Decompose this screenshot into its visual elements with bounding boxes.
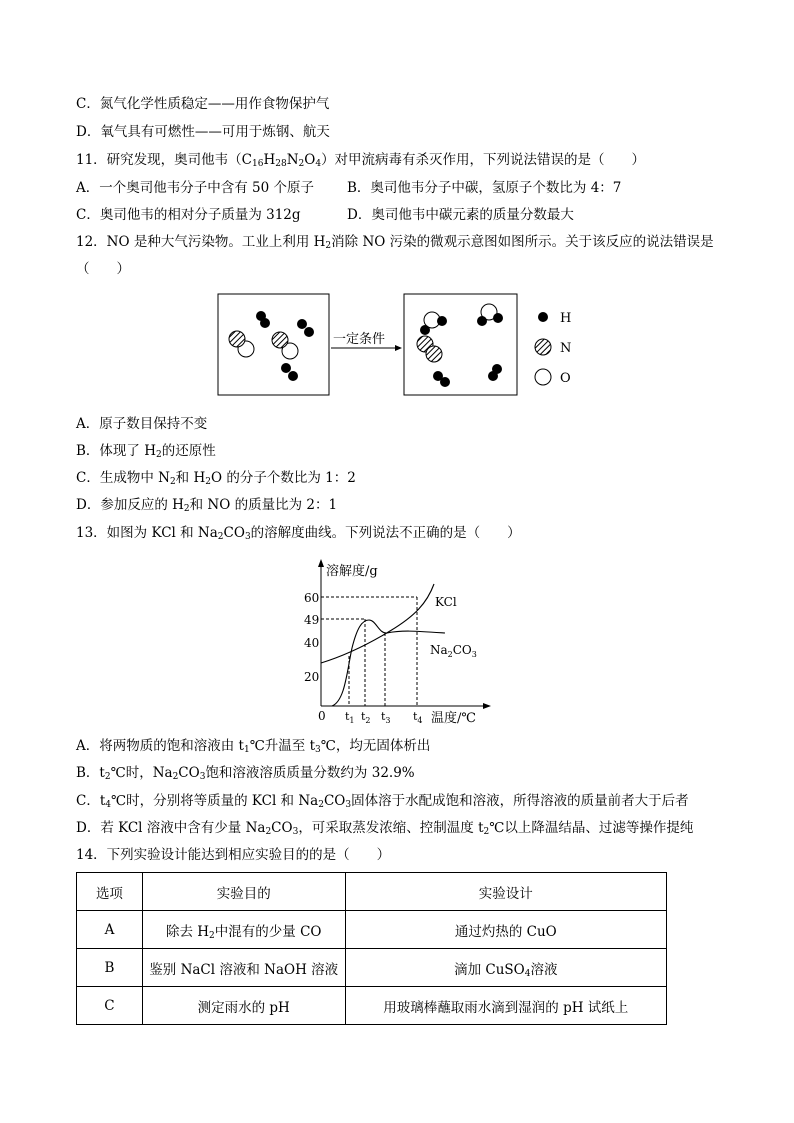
table-cell-goal: 除去 $H_2$中混有的少量 CO <box>142 911 345 949</box>
x-tick-t1: $t_1$ <box>345 710 355 725</box>
kcl-label: KCl <box>435 595 457 609</box>
q11-option-a: A．一个奥司他韦分子中含有 50 个原子 <box>76 180 315 196</box>
legend-h-atom <box>538 312 548 322</box>
q14-stem: 14．下列实验设计能达到相应实验目的的是（ ） <box>76 847 391 863</box>
y-tick-label: 49 <box>304 613 320 627</box>
q13-stem: 13．如图为 KCl 和 $Na_2CO_3$的溶解度曲线。下列说法不正确的是（ ） <box>76 525 521 542</box>
legend-h-label: H <box>560 311 572 326</box>
dashed-guides <box>321 597 417 706</box>
q10-option-d: D．氧气具有可燃性——可用于炼钢、航天 <box>76 124 330 140</box>
q12-stem: 12．NO 是种大气污染物。工业上利用 $H_2$消除 NO 污染的微观示意图如图所示。关于该反应的说法错误是 <box>76 234 714 251</box>
table-row <box>77 949 667 987</box>
q13-option-b: B．$t_2℃$时，$Na_2CO_3$饱和溶液溶质质量分数约为 32.9% <box>76 765 415 782</box>
table-cell-design: 通过灼热的 CuO <box>345 911 666 949</box>
q11-option-c: C．奥司他韦的相对分子质量为 312g <box>76 207 301 223</box>
y-tick-label: 20 <box>304 670 320 684</box>
table-cell-goal: 测定雨水的 pH <box>142 987 345 1025</box>
q13-option-a: A．将两物质的饱和溶液由 $t_1℃$升温至 $t_3℃$，均无固体析出 <box>76 738 431 755</box>
x-tick-t4: $t_4$ <box>413 710 423 725</box>
q11-option-b: B．奥司他韦分子中碳，氢原子个数比为 4：7 <box>347 180 622 196</box>
table-row <box>77 987 667 1025</box>
q12-option-d: D．参加反应的 $H_2$和 NO 的质量比为 2：1 <box>76 497 338 514</box>
table-cell-option: B <box>77 949 143 987</box>
q11-option-d: D．奥司他韦中碳元素的质量分数最大 <box>347 207 574 223</box>
legend-n-label: N <box>560 341 572 356</box>
table-header: 选项 <box>77 873 143 911</box>
legend-o-atom <box>535 369 551 385</box>
table-cell-design: 滴加 CuSO$_4$溶液 <box>345 949 666 987</box>
table-cell-option: A <box>77 911 143 949</box>
table-header: 实验设计 <box>345 873 666 911</box>
q12-option-c: C．生成物中 $N_2$和 $H_2O$ 的分子个数比为 1：2 <box>76 470 356 487</box>
reaction-diagram <box>210 288 590 400</box>
y-tick-label: 40 <box>304 636 320 650</box>
table-cell-option: C <box>77 987 143 1025</box>
q13-option-d: D．若 KCl 溶液中含有少量 $Na_2CO_3$，可采取蒸发浓缩、控制温度 $t_2℃$以上降温结晶、过滤等操作提纯 <box>76 820 694 837</box>
y-axis-label: 溶解度/g <box>326 564 378 579</box>
solubility-chart <box>290 556 510 730</box>
table-cell-design: 用玻璃棒蘸取雨水滴到湿润的 pH 试纸上 <box>345 987 666 1025</box>
table-cell-goal: 鉴别 NaCl 溶液和 NaOH 溶液 <box>142 949 345 987</box>
origin-label: 0 <box>318 709 326 723</box>
arrow-condition-label: 一定条件 <box>333 332 386 347</box>
table-header: 实验目的 <box>142 873 345 911</box>
x-axis-label: 温度/℃ <box>431 711 476 726</box>
na2co3-label: $Na_2CO_3$ <box>430 643 477 659</box>
q12-answer-paren: （ ） <box>76 261 130 277</box>
experiment-table <box>76 872 667 1025</box>
q13-option-c: C．$t_4℃$时，分别将等质量的 KCl 和 $Na_2CO_3$固体溶于水配成饱和溶液，所得溶液的质量前者大于后者 <box>76 793 689 810</box>
q10-option-c: C．氮气化学性质稳定——用作食物保护气 <box>76 96 330 112</box>
q12-option-a: A．原子数目保持不变 <box>76 416 208 432</box>
table-row <box>77 911 667 949</box>
q11-stem: 11．研究发现，奥司他韦$(C_{16}H_{28}N_2O_4)$对甲流病毒有杀灭作用，下列说法错误的是（ ） <box>76 152 646 169</box>
x-tick-t2: $t_2$ <box>361 710 371 725</box>
q12-option-b: B．体现了 $H_2$的还原性 <box>76 443 216 460</box>
legend-n-atom <box>535 339 551 355</box>
y-tick-label: 60 <box>304 591 320 605</box>
legend-o-label: O <box>560 371 571 386</box>
table-header-row <box>77 873 667 911</box>
x-tick-t3: $t_3$ <box>381 710 391 725</box>
